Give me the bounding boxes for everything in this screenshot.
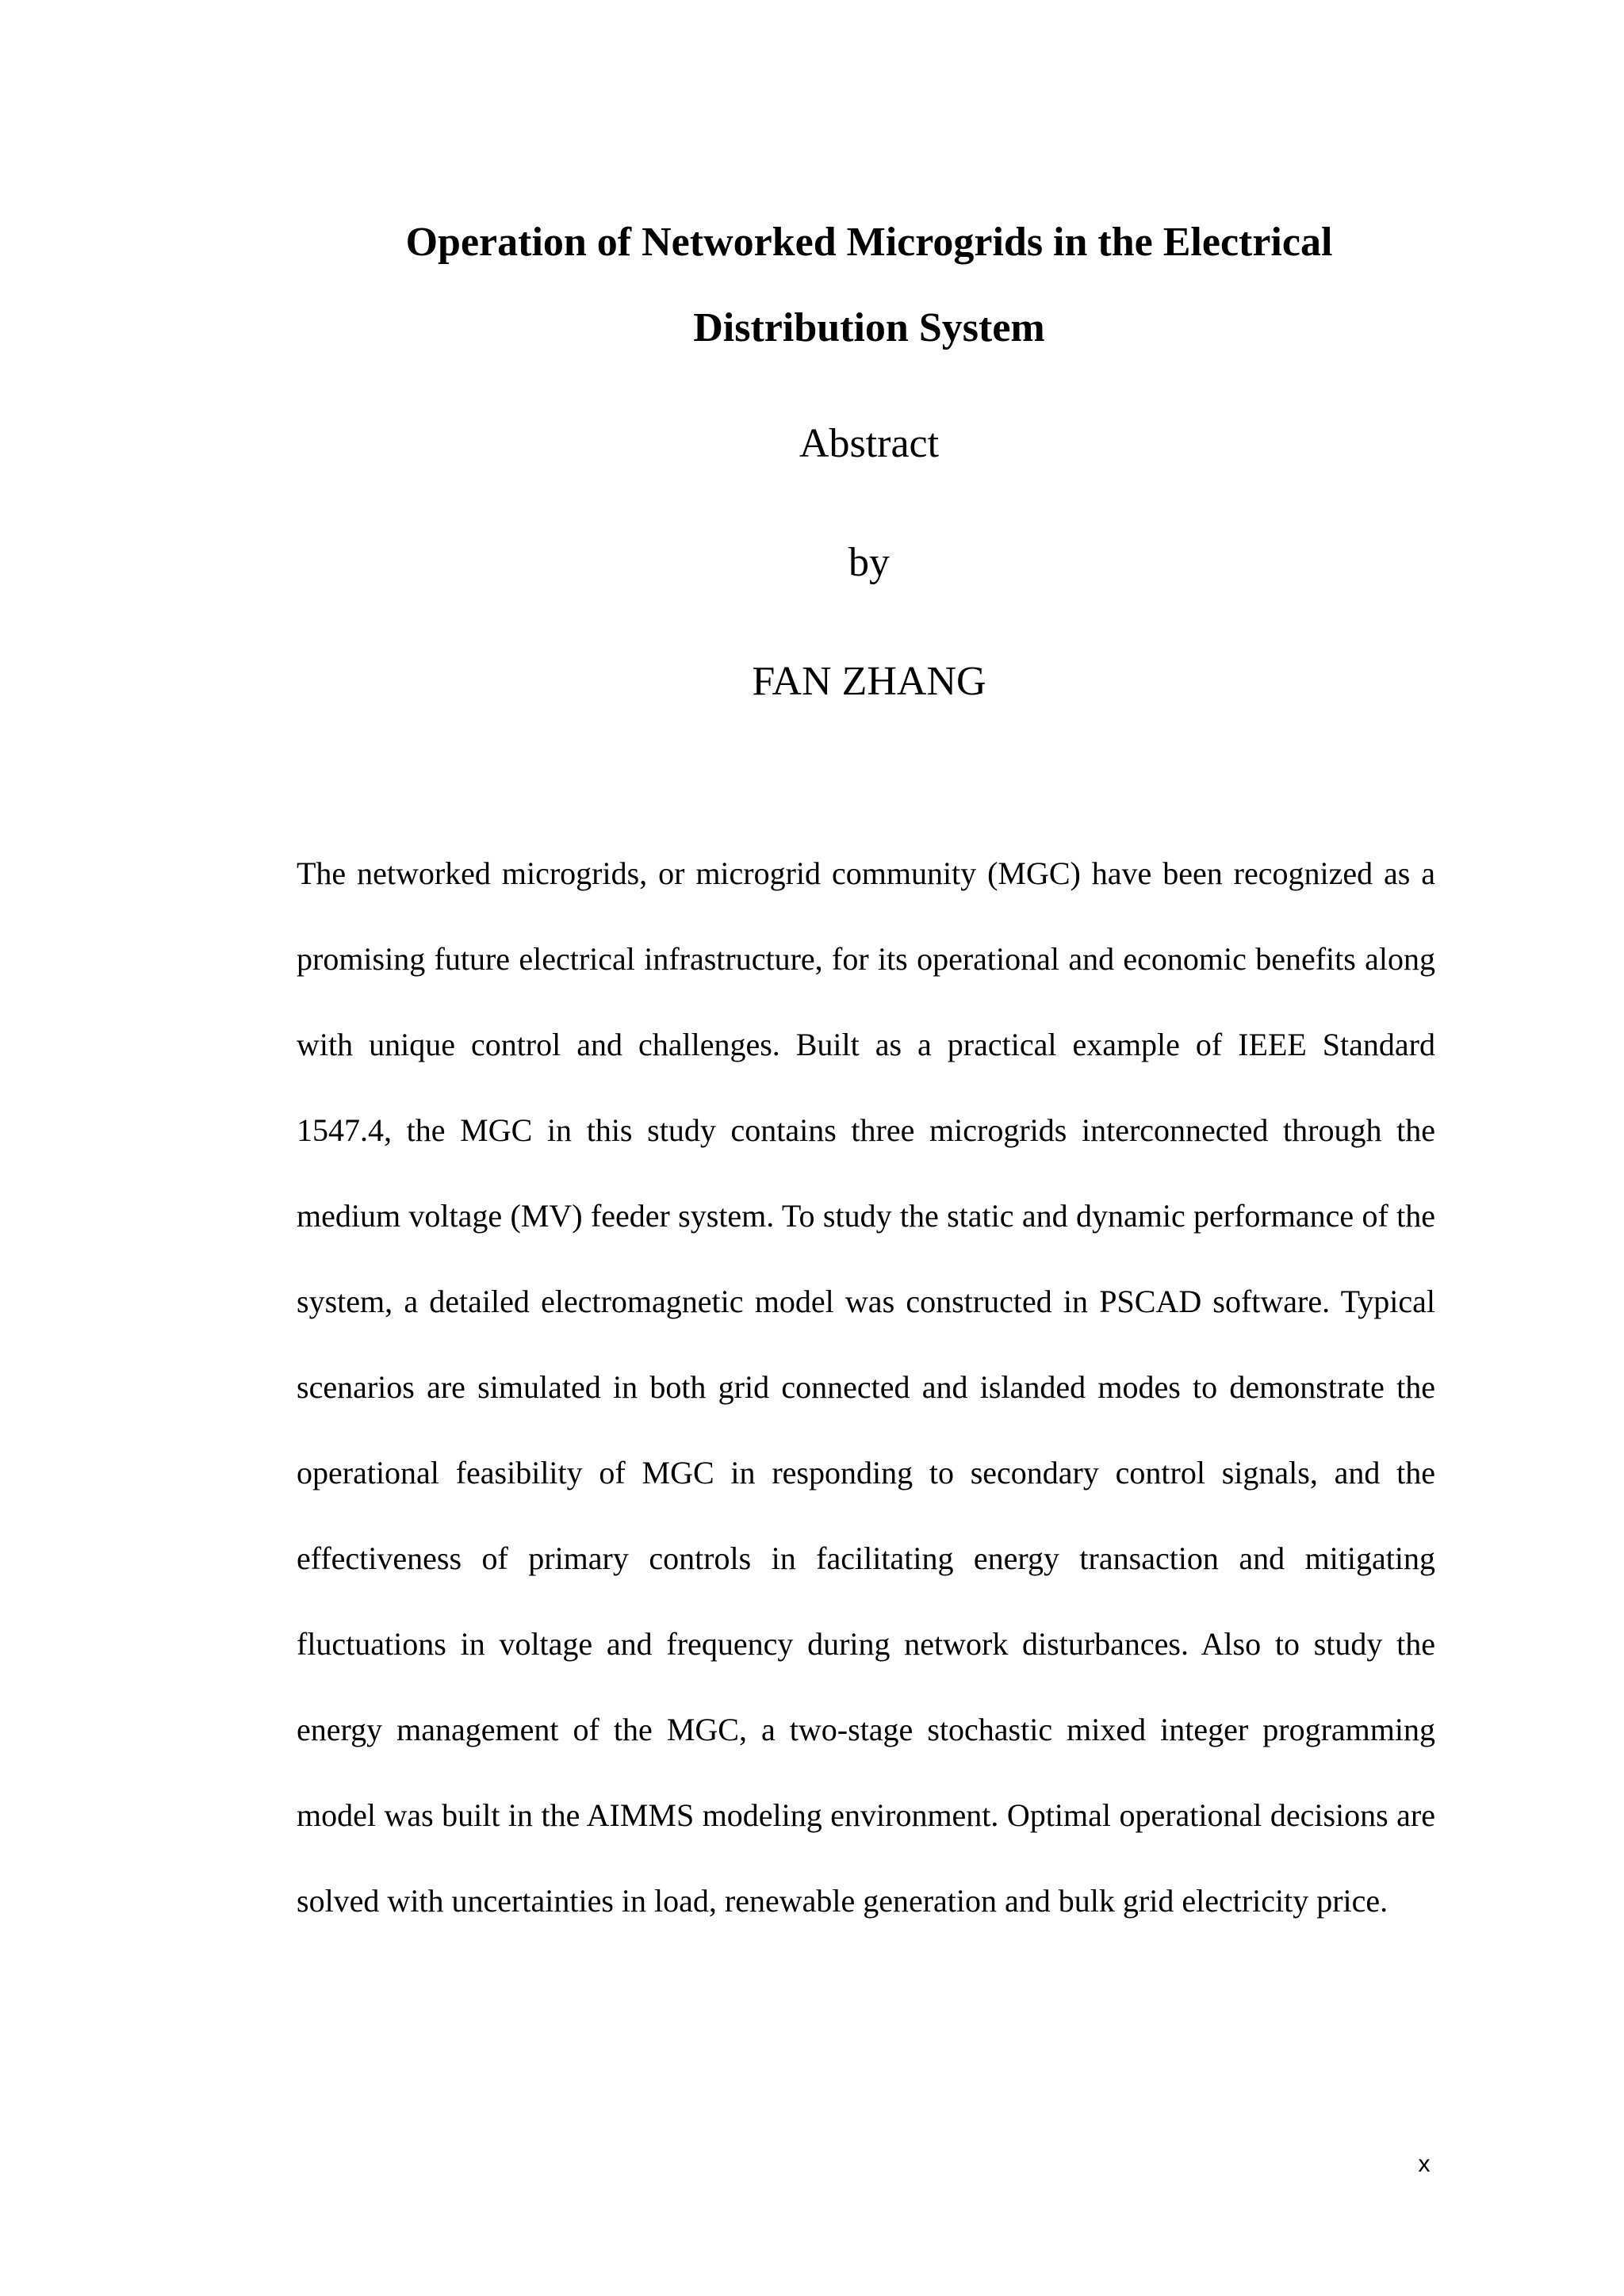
page-number: x [1418, 2151, 1431, 2177]
by-line: by [848, 540, 890, 585]
abstract-body: The networked microgrids, or microgrid community (MGC) have been recognized as a promising future electrical infrastructure, for its operational and economic benefits along with unique control and challenges. Built as a practical example of IEEE Standard 1547.4, the MGC in this study contains three microgrids interconnected through the medium voltage (MV) feeder system. To study the static and dynamic performance of the system, a detailed electromagnetic model was constructed in PSCAD software. Typical scenarios are simulated in both grid connected and islanded modes to demonstrate the operational feasibility of MGC in responding to secondary control signals, and the effectiveness of primary controls in facilitating energy transaction and mitigating fluctuations in voltage and frequency during network disturbances. Also to study the energy management of the MGC, a two-stage stochastic mixed integer programming model was built in the AIMMS modeling environment. Optimal operational decisions are solved with uncertainties in load, renewable generation and bulk grid electricity price. [297, 855, 1435, 1919]
author-name: FAN ZHANG [752, 659, 986, 704]
title-line-2: Distribution System [693, 305, 1045, 350]
abstract-heading: Abstract [799, 421, 940, 466]
title-line-1: Operation of Networked Microgrids in the Electrical [405, 220, 1333, 265]
